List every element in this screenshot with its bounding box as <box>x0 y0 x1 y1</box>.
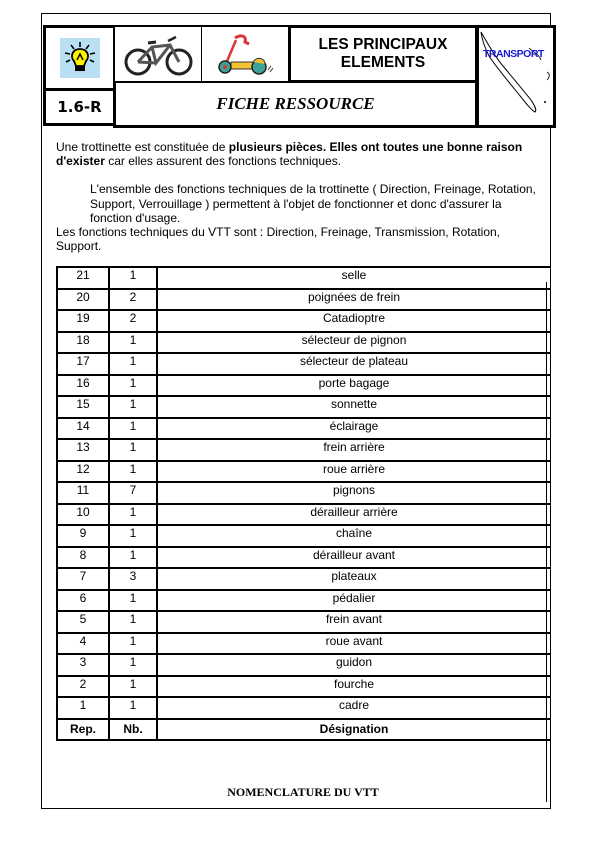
table-row <box>57 439 550 461</box>
cell-designation: roue arrière <box>157 461 550 483</box>
table-row <box>57 590 550 612</box>
intro-text <box>56 140 546 253</box>
table-row <box>57 504 550 526</box>
table-row <box>57 310 550 332</box>
cell-nb: 1 <box>109 353 157 375</box>
scooter-icon <box>201 25 290 83</box>
cell-rep: 9 <box>57 525 109 547</box>
intro-p1-tail: car elles assurent des fonctions techniques. <box>104 154 342 169</box>
cell-rep: 8 <box>57 547 109 569</box>
cell-rep: 6 <box>57 590 109 612</box>
table-row <box>57 461 550 483</box>
cell-designation: éclairage <box>157 418 550 440</box>
cell-nb: 7 <box>109 482 157 504</box>
cell-nb: 1 <box>109 590 157 612</box>
cell-rep: 2 <box>57 676 109 698</box>
cell-nb: 1 <box>109 332 157 354</box>
cell-designation: sonnette <box>157 396 550 418</box>
reference-code: 1.6-R <box>43 88 116 126</box>
table-row <box>57 547 550 569</box>
cell-rep: 1 <box>57 697 109 719</box>
cell-nb: 3 <box>109 568 157 590</box>
document-subtitle: FICHE RESSOURCE <box>113 81 478 128</box>
cell-rep: 20 <box>57 289 109 311</box>
cell-nb: 1 <box>109 676 157 698</box>
cell-designation: cadre <box>157 697 550 719</box>
cell-nb: 1 <box>109 461 157 483</box>
cell-rep: 19 <box>57 310 109 332</box>
cell-designation: dérailleur arrière <box>157 504 550 526</box>
table-row <box>57 697 550 719</box>
mountain-bike-icon <box>113 25 203 83</box>
cell-rep: 21 <box>57 267 109 289</box>
cell-nb: 2 <box>109 310 157 332</box>
column-header-rep: Rep. <box>57 719 109 741</box>
cell-designation: roue avant <box>157 633 550 655</box>
table-row <box>57 676 550 698</box>
cell-designation: frein avant <box>157 611 550 633</box>
cell-designation: guidon <box>157 654 550 676</box>
lightbulb-box <box>43 25 116 91</box>
cell-rep: 17 <box>57 353 109 375</box>
cell-rep: 3 <box>57 654 109 676</box>
cell-nb: 1 <box>109 547 157 569</box>
nomenclature-table-wrap <box>56 266 550 741</box>
cell-nb: 1 <box>109 654 157 676</box>
cell-nb: 1 <box>109 439 157 461</box>
table-row <box>57 353 550 375</box>
cell-rep: 18 <box>57 332 109 354</box>
table-row <box>57 568 550 590</box>
cell-designation: Catadioptre <box>157 310 550 332</box>
cell-designation: plateaux <box>157 568 550 590</box>
cell-rep: 15 <box>57 396 109 418</box>
title-line-1: LES PRINCIPAUX <box>318 36 448 53</box>
cell-rep: 7 <box>57 568 109 590</box>
table-caption: NOMENCLATURE DU VTT <box>227 785 379 799</box>
intro-p1-bold: plusieurs pièces. Elles ont toutes une bonne raison d'exister <box>56 140 523 169</box>
page-title <box>288 25 478 83</box>
cell-rep: 4 <box>57 633 109 655</box>
intro-p1-normal: Une trottinette est constituée de <box>56 140 229 154</box>
cell-designation: pignons <box>157 482 550 504</box>
cell-rep: 11 <box>57 482 109 504</box>
column-header-nb: Nb. <box>109 719 157 741</box>
cell-rep: 12 <box>57 461 109 483</box>
cell-designation: pédalier <box>157 590 550 612</box>
cell-nb: 1 <box>109 396 157 418</box>
theme-label: TRANSPORT <box>483 48 544 60</box>
cell-designation: dérailleur avant <box>157 547 550 569</box>
table-row <box>57 611 550 633</box>
table-right-rule <box>546 282 547 802</box>
title-line-2: ELEMENTS <box>340 54 426 71</box>
cell-designation: frein arrière <box>157 439 550 461</box>
column-header-designation: Désignation <box>157 719 550 741</box>
cell-designation: chaîne <box>157 525 550 547</box>
table-row <box>57 418 550 440</box>
map-icon <box>479 28 553 125</box>
cell-nb: 1 <box>109 504 157 526</box>
cell-nb: 1 <box>109 418 157 440</box>
cell-designation: sélecteur de pignon <box>157 332 550 354</box>
cell-nb: 2 <box>109 289 157 311</box>
cell-nb: 1 <box>109 375 157 397</box>
cell-rep: 10 <box>57 504 109 526</box>
cell-nb: 1 <box>109 697 157 719</box>
table-row <box>57 396 550 418</box>
table-row <box>57 332 550 354</box>
table-header-row <box>57 719 550 741</box>
cell-designation: poignées de frein <box>157 289 550 311</box>
cell-rep: 13 <box>57 439 109 461</box>
cell-nb: 1 <box>109 611 157 633</box>
table-row <box>57 633 550 655</box>
cell-nb: 1 <box>109 267 157 289</box>
cell-designation: selle <box>157 267 550 289</box>
table-row <box>57 267 550 289</box>
cell-nb: 1 <box>109 525 157 547</box>
table-row <box>57 525 550 547</box>
table-row <box>57 482 550 504</box>
transport-theme-box <box>476 25 556 128</box>
intro-paragraph-1 <box>56 140 546 168</box>
cell-rep: 5 <box>57 611 109 633</box>
table-row <box>57 654 550 676</box>
cell-rep: 16 <box>57 375 109 397</box>
cell-designation: fourche <box>157 676 550 698</box>
lightbulb-icon <box>60 38 100 78</box>
cell-rep: 14 <box>57 418 109 440</box>
cell-designation: porte bagage <box>157 375 550 397</box>
intro-paragraph-3: Les fonctions techniques du VTT sont : Direction, Freinage, Transmission, Rotation, Support. <box>56 225 500 254</box>
table-row <box>57 375 550 397</box>
nomenclature-table <box>56 266 550 741</box>
cell-designation: sélecteur de plateau <box>157 353 550 375</box>
cell-nb: 1 <box>109 633 157 655</box>
intro-paragraph-2: L'ensemble des fonctions techniques de la trottinette ( Direction, Freinage, Rotation, Support, Verrouillage ) permettent à l'objet de fonctionner et donc d'assurer la fonction d'usage. <box>90 182 536 225</box>
table-row <box>57 289 550 311</box>
